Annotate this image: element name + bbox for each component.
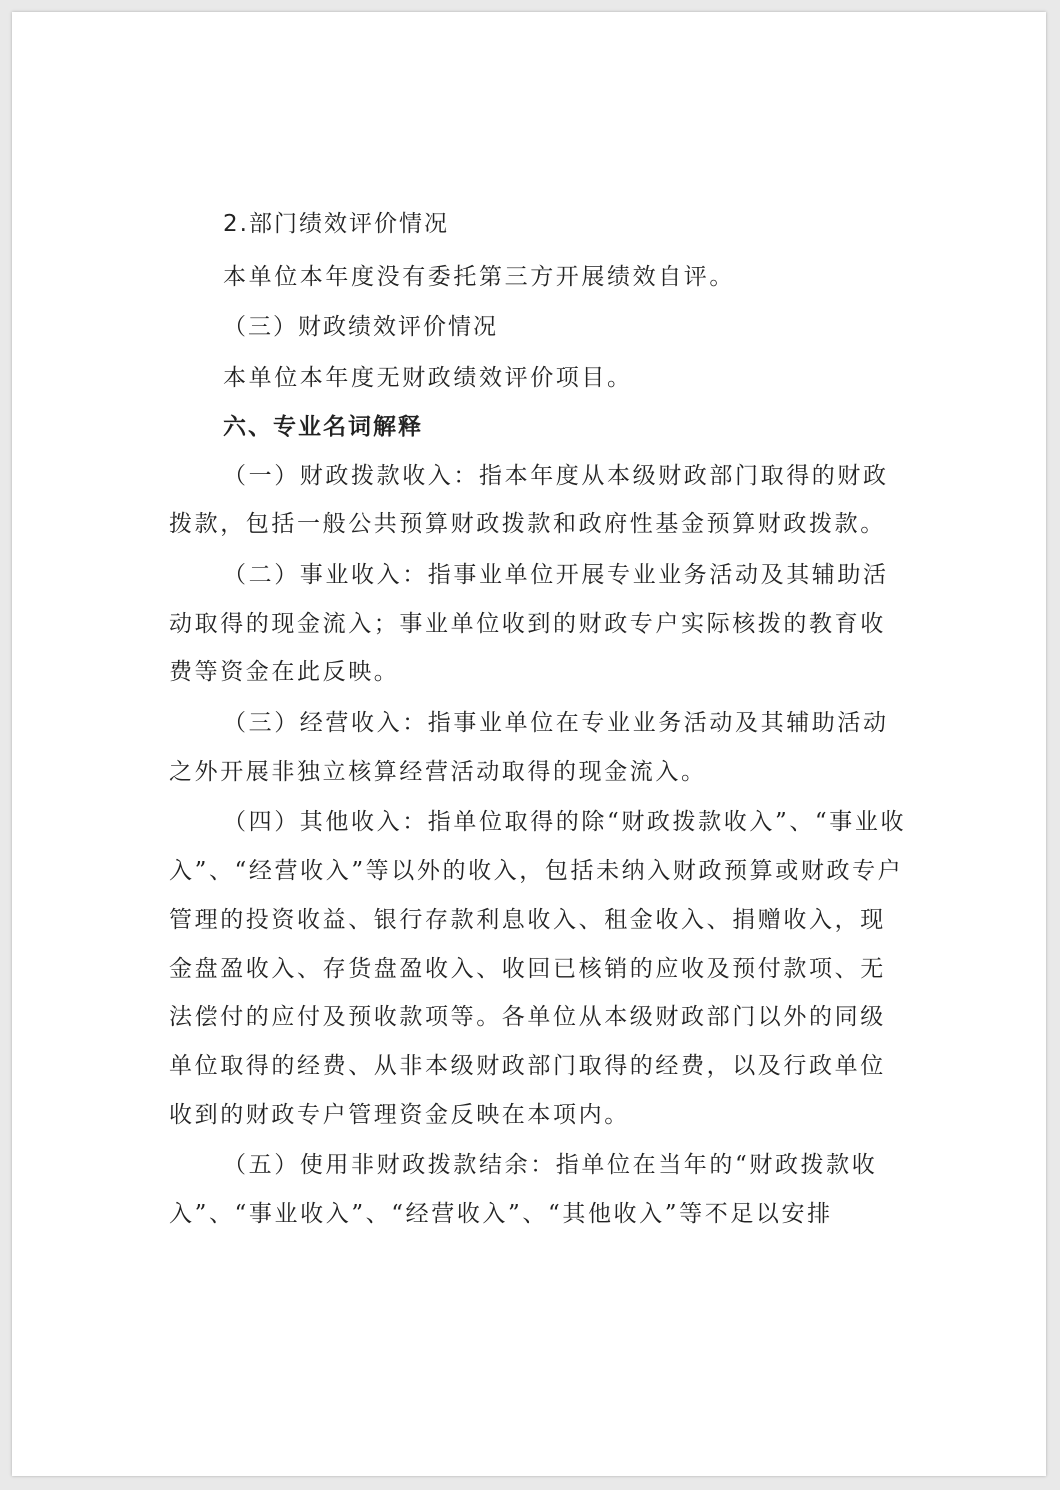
- paragraph-other-income: （四）其他收入：指单位取得的除“财政拨款收入”、“事业收入”、“经营收入”等以外的收入，包括未纳入财政预算或财政专户管理的投资收益、银行存款利息收入、租金收入、捐赠收入，现金盘盈收入、存货盘盈收入、收回已核销的应收及预付款项、无法偿付的应付及预收款项等。各单位从本级财政部门以外的同级单位取得的经费、从非本级财政部门取得的经费，以及行政单位收到的财政专户管理资金反映在本项内。: [169, 809, 907, 1128]
- document-body: [169, 200, 909, 1239]
- paragraph-non-fiscal-surplus: （五）使用非财政拨款结余：指单位在当年的“财政拨款收入”、“事业收入”、“经营收入”、“其他收入”等不足以安排: [169, 1152, 878, 1228]
- section-heading-glossary: 六、专业名词解释: [223, 413, 423, 440]
- paragraph-no-fiscal-evaluation: 本单位本年度无财政绩效评价项目。: [223, 365, 633, 392]
- document-page: [12, 12, 1046, 1476]
- section-heading-fiscal-evaluation: （三）财政绩效评价情况: [223, 314, 498, 341]
- section-heading-performance-evaluation: 2.部门绩效评价情况: [223, 211, 449, 237]
- paragraph-third-party-evaluation: 本单位本年度没有委托第三方开展绩效自评。: [223, 263, 735, 290]
- paragraph-business-income: （二）事业收入：指事业单位开展专业业务活动及其辅助活动取得的现金流入；事业单位收到的财政专户实际核拨的教育收费等资金在此反映。: [169, 561, 889, 686]
- paragraph-operating-income: （三）经营收入：指事业单位在专业业务活动及其辅助活动之外开展非独立核算经营活动取得的现金流入。: [169, 710, 889, 785]
- paragraph-fiscal-appropriation-income: （一）财政拨款收入：指本年度从本级财政部门取得的财政拨款，包括一般公共预算财政拨款和政府性基金预算财政拨款。: [169, 462, 889, 538]
